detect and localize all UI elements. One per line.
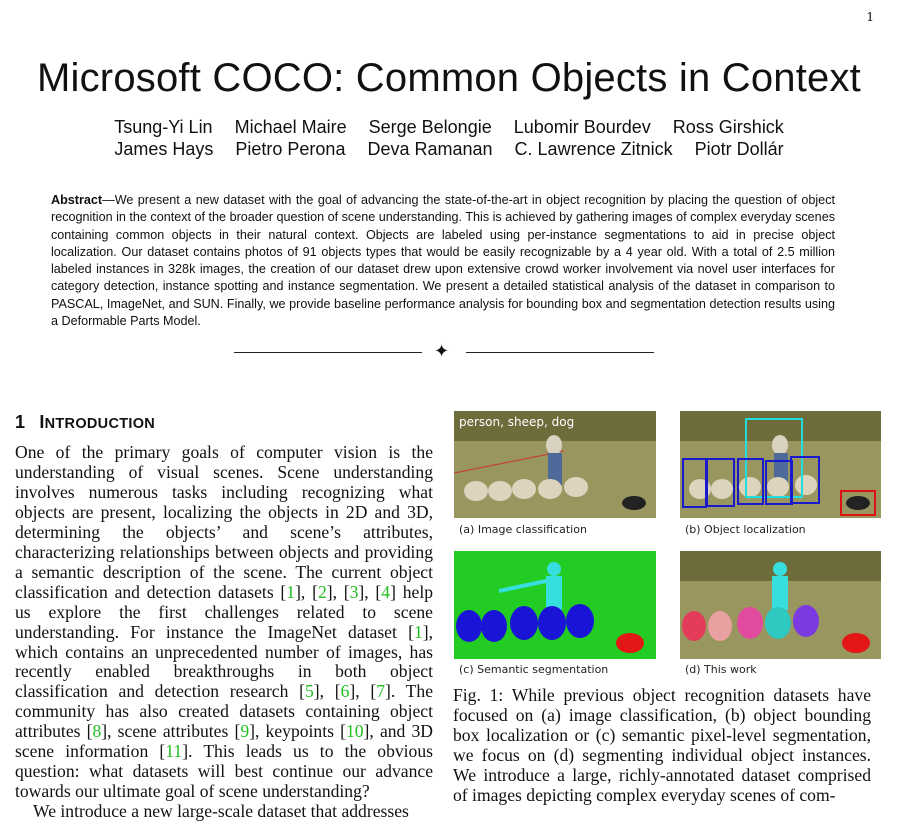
- author-name: Deva Ramanan: [367, 139, 493, 159]
- section-title-rest: NTRODUCTION: [44, 416, 156, 432]
- author-name: James Hays: [114, 139, 214, 159]
- citation-link[interactable]: 9: [240, 721, 250, 742]
- caption-label: Fig. 1:: [453, 685, 504, 705]
- citation-link[interactable]: 5: [304, 681, 314, 702]
- citation-link[interactable]: 1: [286, 581, 296, 602]
- author-row-2: [0, 139, 898, 160]
- citation-link[interactable]: 10: [345, 721, 364, 742]
- section-number: 1: [15, 412, 26, 432]
- paragraph: One of the primary goals of computer vision is the understanding of visual scenes. Scene understanding involves numerous tasks including recognizing what objects are present, localizing the objects in 2D and 3D, determining the objects’ and scene’s attributes, characterizing relationships between objects and providing a semantic description of the scene. The current object classification and detection datasets [1], [2], [3], [4] help us explore the first challenges related to scene understanding. For instance the ImageNet dataset [1], which contains an unprecedented number of images, has recently enabled breakthroughs in both object classification and detection research [5], [6], [7]. The community has also created datasets containing object attributes [8], scene attributes [9], keypoints [10], and 3D scene information [11]. This leads us to the obvious question: what datasets will best continue our advance towards our ultimate goal of scene understanding?: [15, 442, 434, 802]
- figure-caption: [453, 686, 871, 806]
- figure-label-b: (b) Object localization: [685, 523, 806, 536]
- page-number: 1: [866, 10, 874, 24]
- text-run: . The community has also created datasets containing object attributes: [15, 681, 434, 742]
- figure-panel-localization: [680, 411, 881, 518]
- citation-link[interactable]: 3: [349, 581, 359, 602]
- figure-label-d: (d) This work: [685, 663, 757, 676]
- section-title-initial: I: [39, 412, 45, 432]
- text-run: , and 3D scene information: [15, 721, 433, 762]
- author-name: Michael Maire: [234, 117, 347, 137]
- author-name: Ross Girshick: [672, 117, 784, 137]
- divider-line: [234, 352, 422, 353]
- caption-paragraph: [453, 686, 871, 806]
- citation-link[interactable]: 6: [340, 681, 350, 702]
- figure-panel-semantic: [454, 551, 656, 659]
- author-row-1: [0, 117, 898, 138]
- text-run: . This leads us to the obvious question: what datasets will best continue our advance towards our ultimate goal of scene understanding?: [15, 741, 433, 802]
- citation-link[interactable]: 1: [413, 621, 423, 642]
- divider-star-icon: ✦: [434, 341, 450, 362]
- intro-body: [15, 443, 433, 822]
- figure-panel-classification: [454, 411, 656, 518]
- author-name: Piotr Dollár: [694, 139, 784, 159]
- text-run: , scene attributes: [107, 721, 235, 742]
- section-divider: [234, 343, 654, 361]
- author-name: C. Lawrence Zitnick: [514, 139, 673, 159]
- bounding-box-illustration: [680, 411, 881, 518]
- overlay-label: person, sheep, dog: [459, 415, 575, 429]
- figure-label-c: (c) Semantic segmentation: [459, 663, 609, 676]
- divider-line: [466, 352, 654, 353]
- author-name: Tsung-Yi Lin: [114, 117, 213, 137]
- author-name: Lubomir Bourdev: [513, 117, 651, 137]
- text-run: We introduce a new large-scale dataset that addresses: [33, 801, 409, 822]
- abstract-label: Abstract: [51, 193, 103, 207]
- paper-title: Microsoft COCO: Common Objects in Context: [37, 56, 861, 100]
- figure-panel-instance: [680, 551, 881, 659]
- citation-link[interactable]: 7: [376, 681, 386, 702]
- citation-link[interactable]: 8: [92, 721, 102, 742]
- abstract-text: —We present a new dataset with the goal of advancing the state-of-the-art in object recognition by placing the question of object recognition in the context of the broader question of scene understanding. This is achieved by gathering images of complex everyday scenes containing common objects in their natural context. Objects are labeled using per-instance segmentations to aid in precise object localization. Our dataset contains photos of 91 objects types that would be easily recognizable by a 4 year old. With a total of 2.5 million labeled instances in 328k images, the creation of our dataset drew upon extensive crowd worker involvement via novel user interfaces for category detection, instance spotting and instance segmentation. We present a detailed statistical analysis of the dataset in comparison to PASCAL, ImageNet, and SUN. Finally, we provide baseline performance analysis for bounding box and segmentation detection results using a Deformable Parts Model.: [51, 193, 835, 329]
- semantic-mask-illustration: [454, 551, 656, 659]
- citation-link[interactable]: 11: [165, 741, 183, 762]
- paragraph: [15, 802, 433, 822]
- section-heading: [15, 412, 155, 433]
- citation-link[interactable]: 2: [317, 581, 327, 602]
- text-run: help us explore the first challenges related to scene understanding. For instance the ImageNet dataset: [15, 581, 433, 642]
- author-name: Pietro Perona: [235, 139, 346, 159]
- figure-label-a: (a) Image classification: [459, 523, 587, 536]
- caption-text: While previous object recognition datasets have focused on (a) image classification, (b) object bounding box localization or (c) semantic pixel-level segmentation, we focus on (d) segmenting individual object instances. We introduce a large, richly-annotated dataset comprised of images depicting complex everyday scenes of com-: [453, 685, 872, 805]
- text-run: , which contains an unprecedented number of images, has recently enabled breakthroughs in both object classification and detection research: [15, 621, 433, 702]
- abstract: [51, 192, 835, 330]
- text-run: , keypoints: [255, 721, 341, 742]
- citation-link[interactable]: 4: [381, 581, 391, 602]
- author-name: Serge Belongie: [368, 117, 492, 137]
- instance-mask-illustration: [680, 551, 881, 659]
- text-run: One of the primary goals of computer vision is the understanding of visual scenes. Scene understanding involves numerous tasks including recognizing what objects are present, localizing the objects in 2D and 3D, determining the objects’ and scene’s attributes, characterizing relationships between objects and providing a semantic description of the scene. The current object classification and detection datasets: [15, 442, 433, 602]
